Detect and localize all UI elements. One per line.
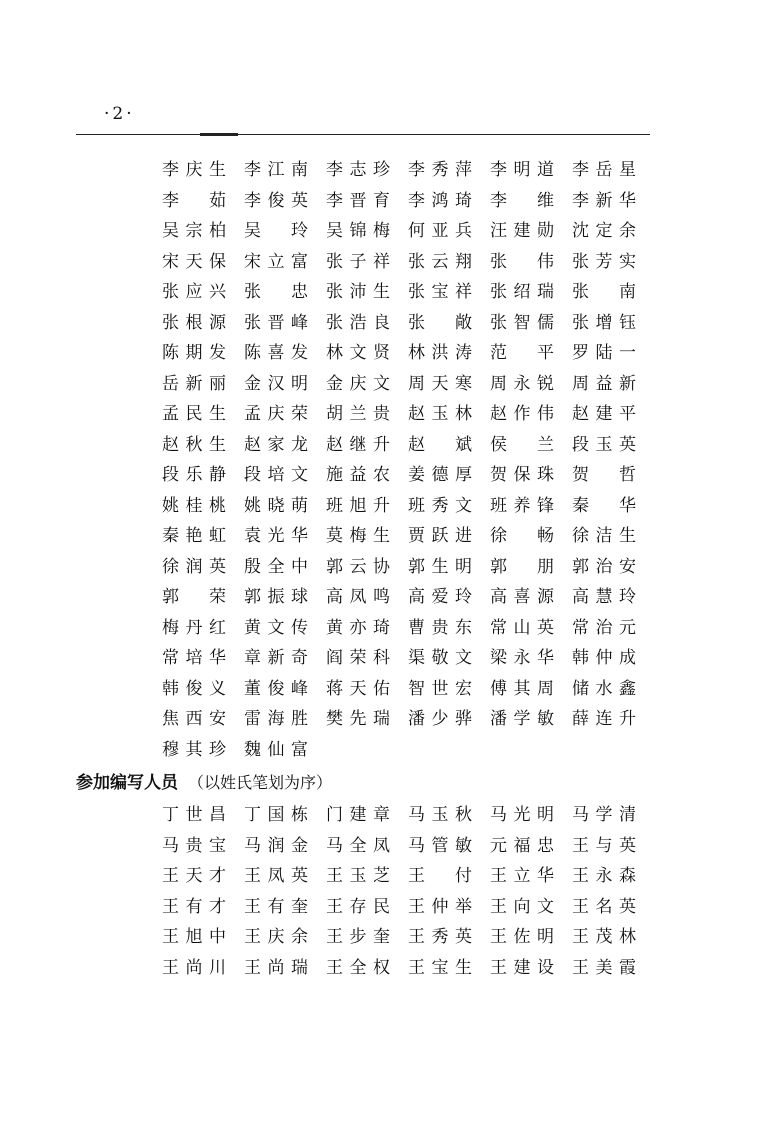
name-entry: 范 平	[490, 343, 554, 363]
name-entry: 赵 家 龙	[244, 434, 308, 455]
name-entry: 赵 继 升	[326, 434, 390, 455]
name-entry: 张 云 翔	[408, 251, 472, 272]
name-entry: 李 江 南	[244, 160, 308, 180]
name-entry: 姚 桂 桃	[162, 495, 226, 516]
name-entry: 张 南	[572, 282, 636, 302]
name-entry: 赵 玉 林	[408, 404, 472, 424]
name-entry: 秦 华	[572, 495, 636, 516]
name-entry: 郭 治 安	[572, 556, 636, 577]
name-entry: 高 喜 源	[490, 587, 554, 607]
name-entry: 韩 俊 义	[162, 678, 226, 699]
name-entry: 王 有 奎	[244, 896, 308, 917]
name-entry: 袁 光 华	[244, 526, 308, 546]
name-entry: 张 浩 良	[326, 312, 390, 333]
name-entry: 张 伟	[490, 251, 554, 272]
name-entry: 郭 朋	[490, 556, 554, 577]
name-entry: 王 美 霞	[572, 957, 636, 978]
name-entry: 王 步 奎	[326, 927, 390, 947]
name-entry: 高 凤 鸣	[326, 587, 390, 607]
name-entry: 金 汉 明	[244, 373, 308, 394]
name-entry: 林 文 贤	[326, 343, 390, 363]
name-entry: 魏 仙 富	[244, 739, 308, 760]
name-entry: 孟 庆 荣	[244, 404, 308, 424]
name-entry: 马 学 清	[572, 805, 636, 825]
name-entry: 汪 建 勋	[490, 221, 554, 241]
name-entry: 潘 学 敏	[490, 709, 554, 729]
name-entry: 马 光 明	[490, 805, 554, 825]
name-entry: 李 明 道	[490, 160, 554, 180]
name-entry: 班 旭 升	[326, 495, 390, 516]
name-entry: 穆 其 珍	[162, 739, 226, 760]
name-entry: 赵 秋 生	[162, 434, 226, 455]
name-entry: 雷 海 胜	[244, 709, 308, 729]
name-entry: 王 名 英	[572, 896, 636, 917]
name-entry: 王 仲 举	[408, 896, 472, 917]
name-entry: 常 治 元	[572, 617, 636, 638]
name-entry: 蒋 天 佑	[326, 678, 390, 699]
name-entry: 丁 世 昌	[162, 805, 226, 825]
name-entry: 薛 连 升	[572, 709, 636, 729]
name-entry: 王 旭 中	[162, 927, 226, 947]
name-entry: 黄 文 传	[244, 617, 308, 638]
name-entry: 周 益 新	[572, 373, 636, 394]
name-entry: 王 永 森	[572, 866, 636, 886]
name-entry: 王 凤 英	[244, 866, 308, 886]
name-entry: 樊 先 瑞	[326, 709, 390, 729]
name-entry: 傅 其 周	[490, 678, 554, 699]
name-entry: 张 增 钰	[572, 312, 636, 333]
name-entry: 施 益 农	[326, 465, 390, 485]
name-entry: 徐 洁 生	[572, 526, 636, 546]
name-entry: 丁 国 栋	[244, 805, 308, 825]
name-entry: 段 培 文	[244, 465, 308, 485]
name-entry: 金 庆 文	[326, 373, 390, 394]
name-entry: 段 乐 静	[162, 465, 226, 485]
name-entry: 张 应 兴	[162, 282, 226, 302]
name-entry: 李 鸿 琦	[408, 190, 472, 211]
name-entry: 郭 生 明	[408, 556, 472, 577]
name-entry: 王 宝 生	[408, 957, 472, 978]
name-entry: 渠 敬 文	[408, 648, 472, 668]
contributors-sort-note: （以姓氏笔划为序）	[188, 773, 333, 792]
name-entry: 王 玉 芝	[326, 866, 390, 886]
name-entry: 孟 民 生	[162, 404, 226, 424]
name-entry: 李 茹	[162, 190, 226, 211]
name-entry: 张 智 儒	[490, 312, 554, 333]
name-entry: 马 管 敏	[408, 835, 472, 856]
name-entry: 马 贵 宝	[162, 835, 226, 856]
name-entry: 林 洪 涛	[408, 343, 472, 363]
name-entry: 张 忠	[244, 282, 308, 302]
name-entry: 王 庆 余	[244, 927, 308, 947]
name-entry: 阎 荣 科	[326, 648, 390, 668]
name-entry: 马 全 凤	[326, 835, 390, 856]
name-entry: 马 玉 秋	[408, 805, 472, 825]
name-entry: 陈 期 发	[162, 343, 226, 363]
name-entry: 段 玉 英	[572, 434, 636, 455]
name-entry: 黄 亦 琦	[326, 617, 390, 638]
name-entry: 班 养 锋	[490, 495, 554, 516]
name-entry: 沈 定 余	[572, 221, 636, 241]
name-entry: 李 志 珍	[326, 160, 390, 180]
name-entry: 储 水 鑫	[572, 678, 636, 699]
name-entry: 韩 仲 成	[572, 648, 636, 668]
name-entry: 殷 全 中	[244, 556, 308, 577]
name-entry: 张 宝 祥	[408, 282, 472, 302]
name-entry: 王 存 民	[326, 896, 390, 917]
name-entry: 陈 喜 发	[244, 343, 308, 363]
name-entry: 元 福 忠	[490, 835, 554, 856]
name-entry: 吴 玲	[244, 221, 308, 241]
name-entry: 王 尚 川	[162, 957, 226, 978]
name-entry: 王 建 设	[490, 957, 554, 978]
name-entry: 王 秀 英	[408, 927, 472, 947]
name-entry: 李 新 华	[572, 190, 636, 211]
editors-name-grid	[162, 155, 654, 765]
name-entry: 吴 宗 柏	[162, 221, 226, 241]
name-entry: 胡 兰 贵	[326, 404, 390, 424]
name-entry: 李 秀 萍	[408, 160, 472, 180]
name-entry: 李 晋 育	[326, 190, 390, 211]
name-entry: 智 世 宏	[408, 678, 472, 699]
name-entry: 焦 西 安	[162, 709, 226, 729]
name-entry: 张 芳 实	[572, 251, 636, 272]
name-entry: 潘 少 骅	[408, 709, 472, 729]
header-rule	[76, 134, 650, 135]
name-entry: 张 绍 瑞	[490, 282, 554, 302]
name-entry: 马 润 金	[244, 835, 308, 856]
name-entry: 莫 梅 生	[326, 526, 390, 546]
name-entry: 贺 哲	[572, 465, 636, 485]
name-entry: 秦 艳 虹	[162, 526, 226, 546]
name-entry: 郭 振 球	[244, 587, 308, 607]
name-entry: 李 俊 英	[244, 190, 308, 211]
name-entry: 宋 天 保	[162, 251, 226, 272]
contributors-heading	[76, 768, 332, 793]
name-entry: 董 俊 峰	[244, 678, 308, 699]
name-entry: 徐 润 英	[162, 556, 226, 577]
name-entry: 常 山 英	[490, 617, 554, 638]
name-entry: 王 有 才	[162, 896, 226, 917]
contributors-name-grid	[162, 800, 654, 983]
name-entry: 张 子 祥	[326, 251, 390, 272]
name-entry: 门 建 章	[326, 805, 390, 825]
name-entry: 宋 立 富	[244, 251, 308, 272]
name-entry: 梅 丹 红	[162, 617, 226, 638]
name-entry: 周 永 锐	[490, 373, 554, 394]
name-entry: 班 秀 文	[408, 495, 472, 516]
name-entry: 李 岳 星	[572, 160, 636, 180]
name-entry: 周 天 寒	[408, 373, 472, 394]
name-entry: 郭 荣	[162, 587, 226, 607]
name-entry: 王 向 文	[490, 896, 554, 917]
name-entry: 侯 兰	[490, 434, 554, 455]
name-entry: 吴 锦 梅	[326, 221, 390, 241]
name-entry: 王 天 才	[162, 866, 226, 886]
name-entry: 王 茂 林	[572, 927, 636, 947]
name-entry: 高 爱 玲	[408, 587, 472, 607]
name-entry: 贺 保 珠	[490, 465, 554, 485]
name-entry: 常 培 华	[162, 648, 226, 668]
name-entry: 岳 新 丽	[162, 373, 226, 394]
name-entry: 徐 畅	[490, 526, 554, 546]
name-entry: 赵 建 平	[572, 404, 636, 424]
name-entry: 姚 晓 萌	[244, 495, 308, 516]
name-entry: 李 维	[490, 190, 554, 211]
name-entry: 王 尚 瑞	[244, 957, 308, 978]
name-entry: 罗 陆 一	[572, 343, 636, 363]
name-entry: 王 付	[408, 866, 472, 886]
name-entry: 王 佐 明	[490, 927, 554, 947]
name-entry: 何 亚 兵	[408, 221, 472, 241]
header-rule-accent	[200, 133, 238, 136]
name-entry: 高 慧 玲	[572, 587, 636, 607]
name-entry: 章 新 奇	[244, 648, 308, 668]
name-entry: 王 立 华	[490, 866, 554, 886]
name-entry: 姜 德 厚	[408, 465, 472, 485]
name-entry: 李 庆 生	[162, 160, 226, 180]
contributors-title: 参加编写人员	[76, 773, 178, 793]
name-entry: 王 全 权	[326, 957, 390, 978]
name-entry: 张 晋 峰	[244, 312, 308, 333]
name-entry: 郭 云 协	[326, 556, 390, 577]
name-entry: 张 敞	[408, 312, 472, 333]
name-entry: 曹 贵 东	[408, 617, 472, 638]
name-entry: 贾 跃 进	[408, 526, 472, 546]
name-entry: 张 沛 生	[326, 282, 390, 302]
name-entry: 赵 作 伟	[490, 404, 554, 424]
name-entry: 王 与 英	[572, 835, 636, 856]
name-entry: 赵 斌	[408, 434, 472, 455]
name-entry: 梁 永 华	[490, 648, 554, 668]
page-number: ·2·	[104, 104, 135, 124]
name-entry: 张 根 源	[162, 312, 226, 333]
